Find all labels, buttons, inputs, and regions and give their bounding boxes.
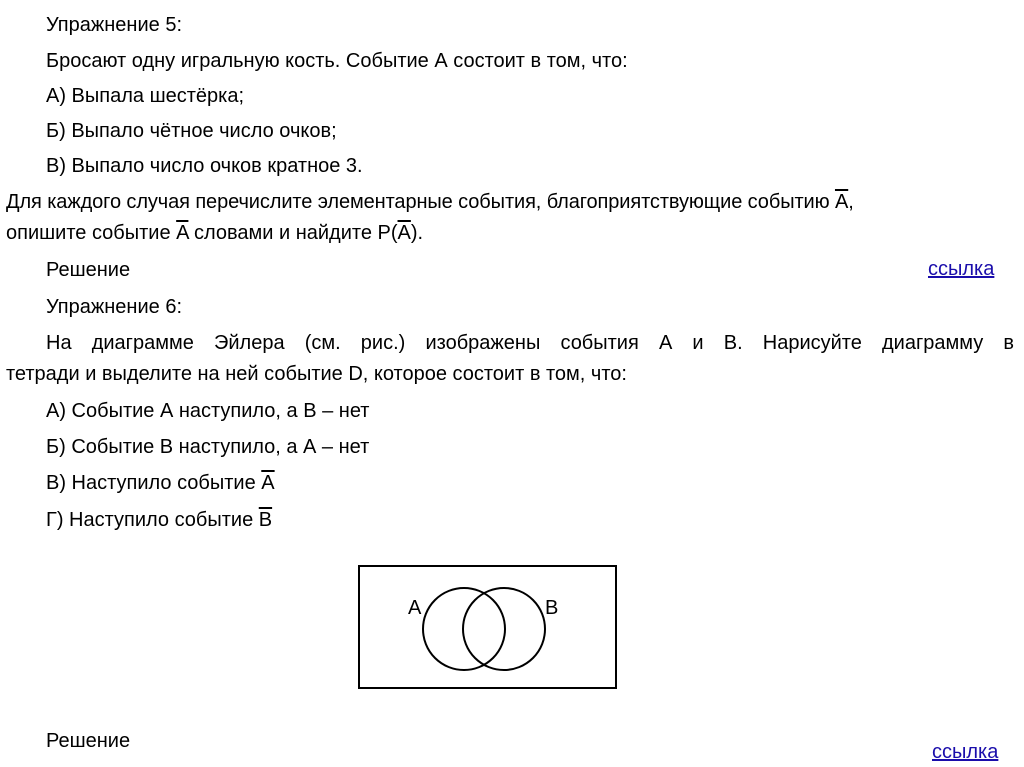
- exercise-5-item-b: Б) Выпало чётное число очков;: [46, 120, 337, 142]
- complement-b: $\overline{B}$: [258, 509, 273, 531]
- task-text: ).: [410, 222, 424, 244]
- task-text: Для каждого случая перечислите элементарные события, благоприятствующие событию: [6, 191, 835, 213]
- exercise-5-title: Упражнение 5:: [46, 14, 183, 36]
- task-text: словами и найдите P(: [188, 222, 398, 244]
- exercise-5-item-a: А) Выпала шестёрка;: [46, 85, 245, 107]
- exercise-6-intro-line-1: На диаграмме Эйлера (см. рис.) изображены события А и В. Нарисуйте диаграмму в: [46, 332, 1014, 354]
- complement-a: $\overline{A}$: [834, 191, 849, 213]
- complement-a: $\overline{A}$: [397, 222, 411, 244]
- exercise-6-title: Упражнение 6:: [46, 296, 183, 318]
- exercise-5-task-line-2: [6, 220, 423, 246]
- exercise-5-solution-label: Решение: [46, 259, 131, 281]
- complement-a: $\overline{A}$: [261, 472, 275, 494]
- exercise-6-intro-line-2: тетради и выделите на ней событие D, которое состоит в том, что:: [6, 363, 627, 385]
- item-text: В) Наступило событие: [46, 472, 262, 494]
- euler-diagram: [358, 565, 618, 690]
- exercise-5-intro: Бросают одну игральную кость. Событие А состоит в том, что:: [46, 50, 628, 72]
- universe-rectangle: [359, 566, 616, 688]
- label-a: A: [408, 597, 422, 619]
- label-b: B: [545, 597, 559, 619]
- task-text: опишите событие: [6, 222, 177, 244]
- exercise-6-item-a: А) Событие А наступило, а В – нет: [46, 400, 370, 422]
- exercise-5-solution-link[interactable]: ссылка: [928, 258, 995, 280]
- exercise-6-item-b: Б) Событие В наступило, а А – нет: [46, 436, 370, 458]
- exercise-6-solution-link[interactable]: ссылка: [932, 741, 999, 763]
- exercise-6-solution-label: Решение: [46, 730, 131, 752]
- task-text-end: ,: [848, 191, 854, 213]
- exercise-6-item-c: [46, 470, 275, 496]
- complement-a: $\overline{A}$: [176, 222, 189, 244]
- exercise-5-task-line-1: [6, 189, 854, 215]
- exercise-5-item-c: В) Выпало число очков кратное 3.: [46, 155, 363, 177]
- item-text: Г) Наступило событие: [46, 509, 259, 531]
- exercise-6-item-d: [46, 507, 272, 533]
